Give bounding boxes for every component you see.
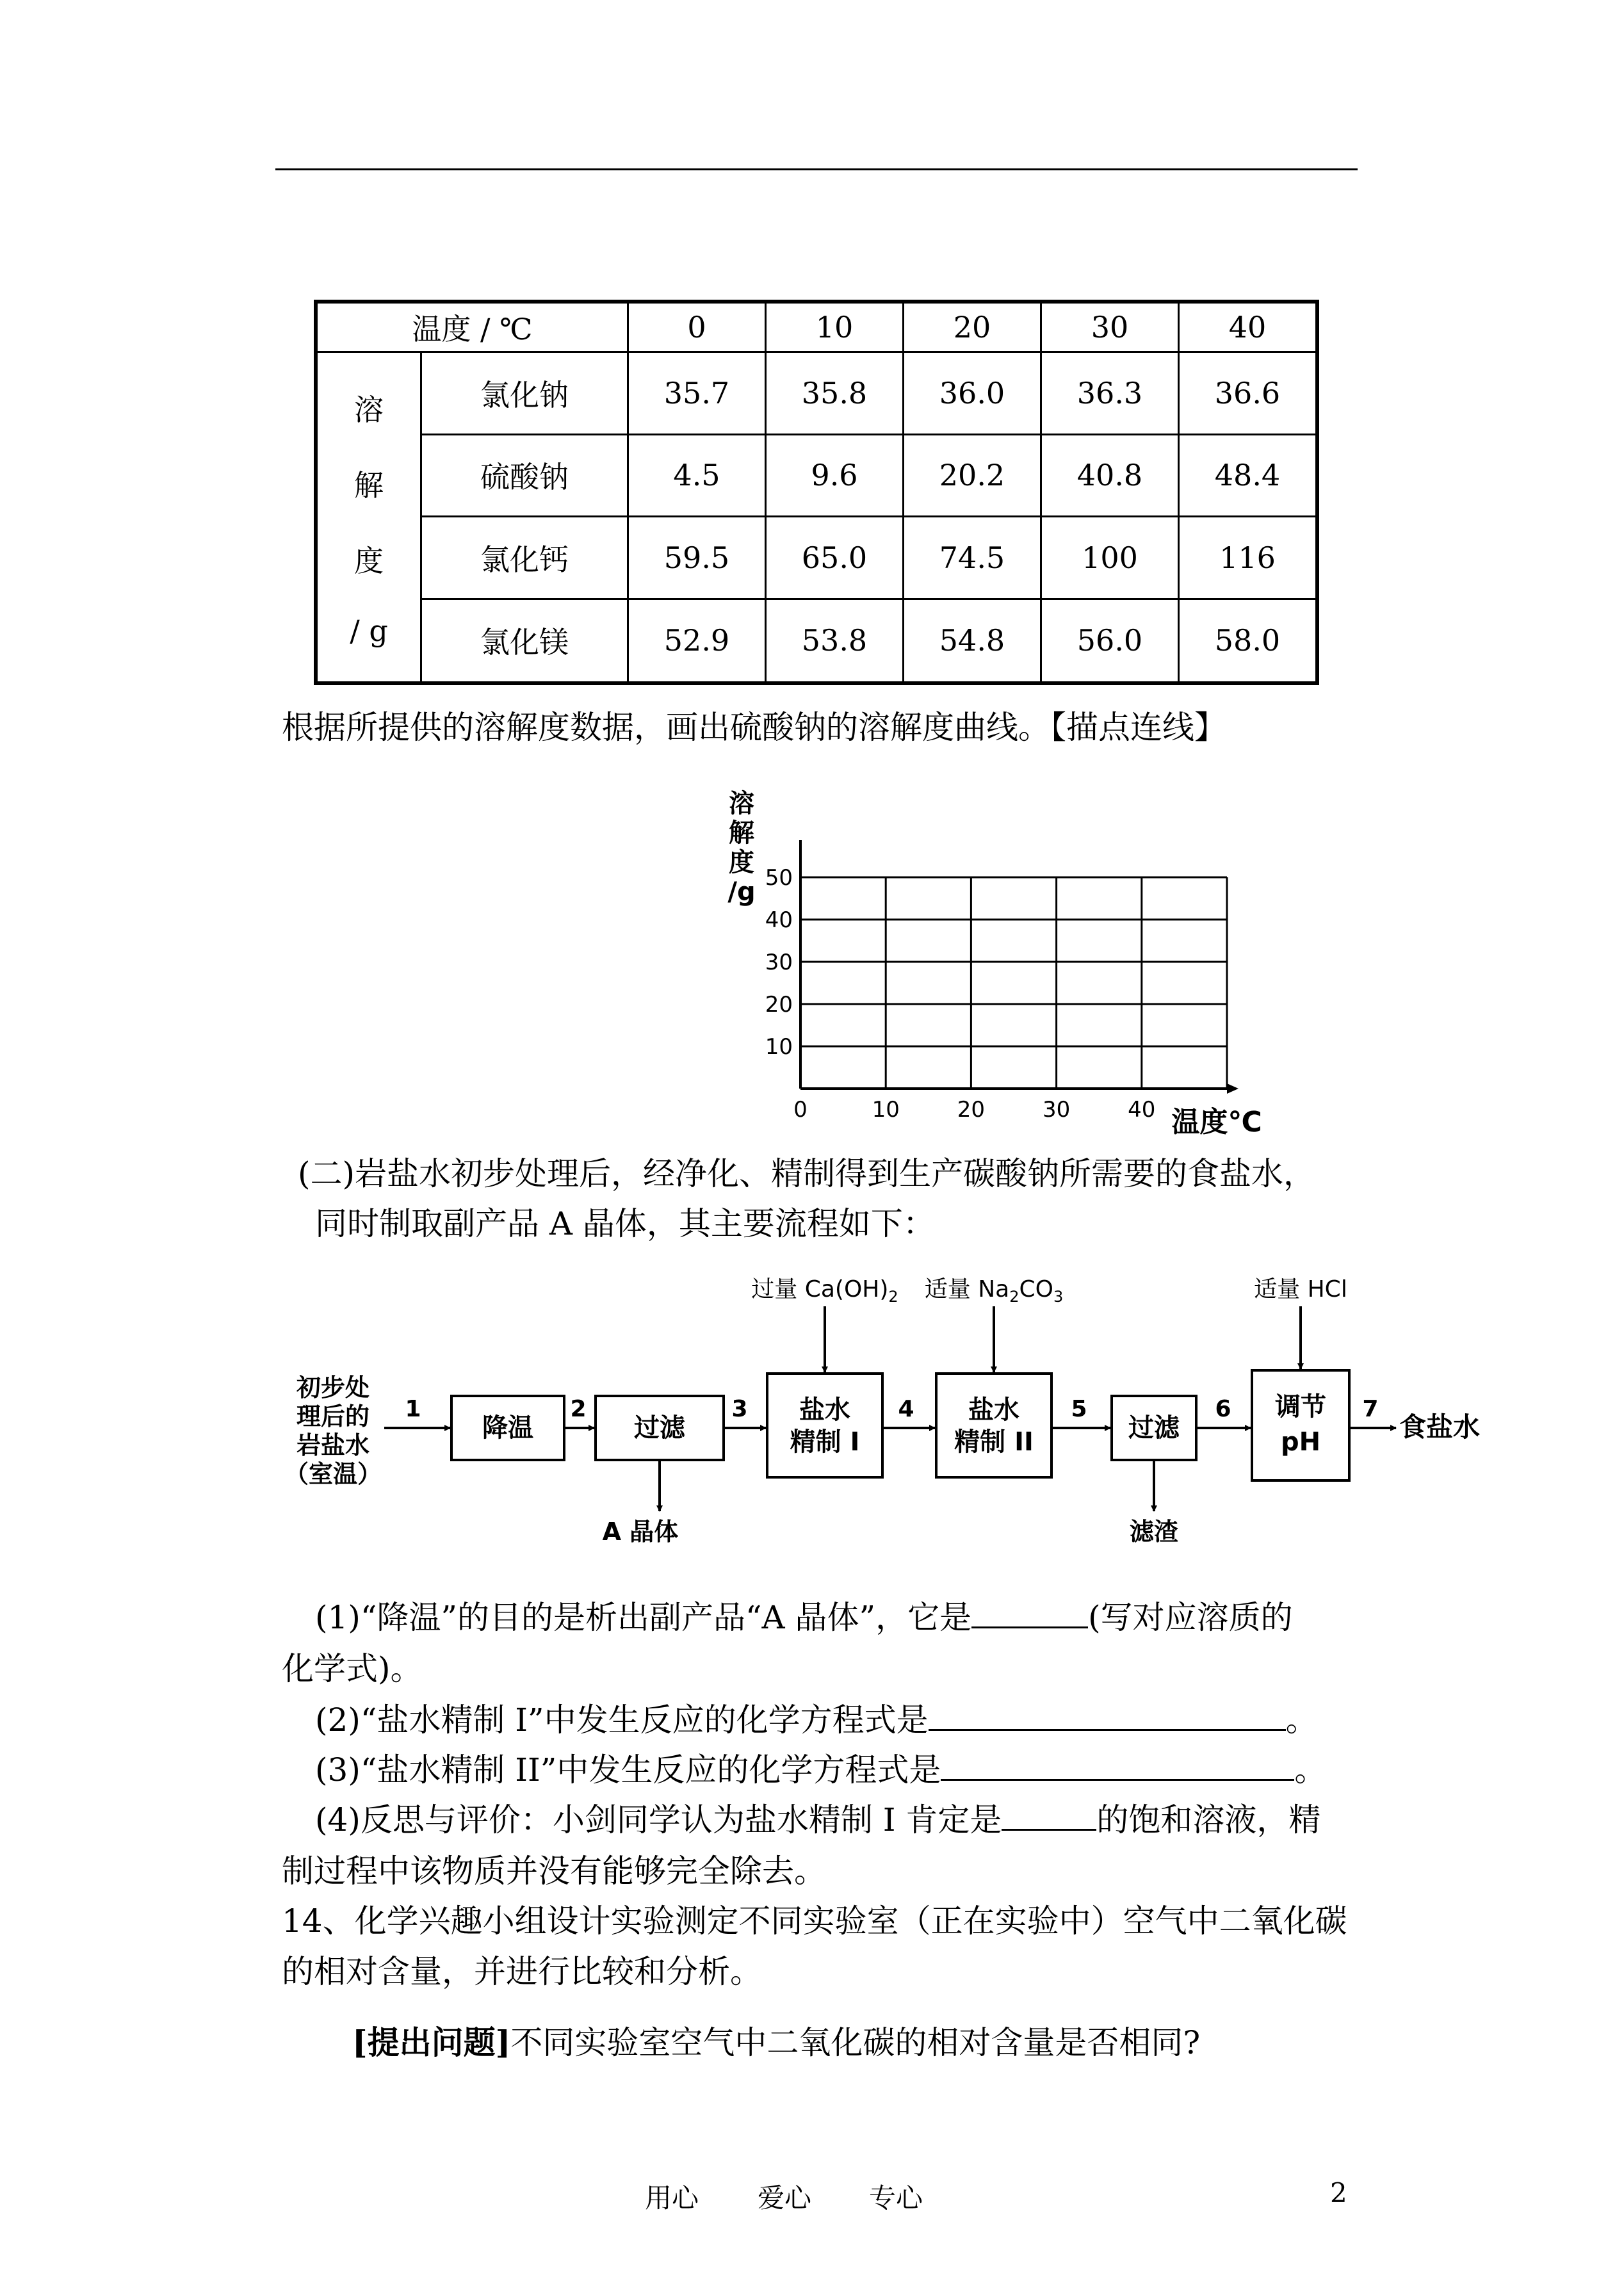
footer-motto-2: 爱心: [758, 2182, 812, 2214]
table-cell: 36.6: [1179, 352, 1318, 435]
flow-end-text: 食盐水: [1399, 1411, 1481, 1443]
table-cell: 48.4: [1179, 434, 1318, 517]
q14-line1: 14、化学兴趣小组设计实验测定不同实验室（正在实验中）空气中二氧化碳: [282, 1902, 1347, 1940]
substance-name: 氯化钠: [421, 352, 628, 435]
temp-cell: 30: [1041, 302, 1179, 352]
question-text: 不同实验室空气中二氧化碳的相对含量是否相同?: [510, 2024, 1201, 2061]
temp-cell: 20: [904, 302, 1041, 352]
table-cell: 36.0: [904, 352, 1041, 435]
row-group-char: 度: [354, 543, 384, 578]
flow-box-label: pH: [1280, 1427, 1321, 1457]
table-cell: 116: [1179, 517, 1318, 599]
x-axis-arrow: [1227, 1083, 1238, 1094]
flow-box-label: 调节: [1275, 1392, 1326, 1422]
flow-step-number: 3: [731, 1396, 748, 1422]
output-residue: 滤渣: [1129, 1518, 1179, 1546]
flow-arrows: [384, 1306, 1396, 1511]
table-cell: 53.8: [766, 599, 904, 683]
table-cell: 20.2: [904, 434, 1041, 517]
q14-line2: 的相对含量，并进行比较和分析。: [282, 1953, 762, 1990]
row-group-label: [316, 352, 421, 683]
flow-box-label: 盐水: [968, 1395, 1019, 1425]
reagent-hcl: 适量 HCl: [1254, 1276, 1347, 1302]
flow-box-refine-2: [936, 1374, 1052, 1477]
question-1: [315, 1594, 1293, 1641]
flow-box-adjust-ph: [1252, 1370, 1349, 1480]
question-text: 的饱和溶液，精: [1096, 1801, 1321, 1838]
flow-step-number: 4: [898, 1396, 914, 1422]
solubility-table: [314, 300, 1319, 685]
table-cell: 35.8: [766, 352, 904, 435]
table-cell: 58.0: [1179, 599, 1318, 683]
table-cell: 36.3: [1041, 352, 1179, 435]
table-row: [316, 517, 1317, 599]
x-tick-label: 20: [957, 1097, 986, 1123]
flow-box-label: 降温: [482, 1413, 533, 1443]
chart-grid: [800, 840, 1238, 1094]
output-a-crystal: A 晶体: [602, 1518, 679, 1546]
table-cell: 56.0: [1041, 599, 1179, 683]
x-axis-label: 温度℃: [1171, 1106, 1262, 1139]
flow-start-text: [284, 1374, 382, 1488]
substance-name: 氯化钙: [421, 517, 628, 599]
question-4-cont: 制过程中该物质并没有能够完全除去。: [282, 1853, 826, 1890]
table-cell: 52.9: [628, 599, 766, 683]
table-cell: 4.5: [628, 434, 766, 517]
row-group-char: / g: [350, 613, 388, 648]
question-2: [315, 1697, 1318, 1743]
table-cell: 9.6: [766, 434, 904, 517]
table-cell: 100: [1041, 517, 1179, 599]
flow-step-numbers: [405, 1396, 1378, 1422]
flow-box-label: 精制 II: [954, 1427, 1034, 1457]
question-4: [315, 1797, 1320, 1843]
flow-step-number: 6: [1215, 1396, 1231, 1422]
temp-cell: 40: [1179, 302, 1318, 352]
y-tick-label: 40: [765, 907, 793, 933]
flow-box-label: 过滤: [1128, 1413, 1180, 1443]
question-text: (3)“盐水精制 II”中发生反应的化学方程式是: [315, 1751, 941, 1788]
x-tick-label: 40: [1128, 1097, 1156, 1123]
x-tick-label: 30: [1042, 1097, 1071, 1123]
substance-name: 氯化镁: [421, 599, 628, 683]
temp-cell: 0: [628, 302, 766, 352]
q14-question: [352, 2020, 1200, 2066]
chart-ticks: [765, 865, 1156, 1123]
substance-name: 硫酸钠: [421, 434, 628, 517]
temp-header-cell: 温度 / ℃: [316, 302, 628, 352]
flow-step-number: 7: [1362, 1396, 1379, 1422]
row-group-char: 解: [354, 467, 384, 503]
flow-box-label: 精制 I: [790, 1427, 860, 1457]
table-row: [316, 599, 1317, 683]
answer-blank[interactable]: [929, 1697, 1286, 1731]
y-tick-label: 30: [765, 950, 793, 975]
footer-motto-3: 专心: [869, 2182, 923, 2214]
question-text: 。: [1294, 1751, 1327, 1788]
x-tick-label: 0: [793, 1097, 808, 1123]
section2-line2: 同时制取副产品 A 晶体，其主要流程如下：: [315, 1205, 935, 1242]
question-tag: [提出问题]: [352, 2023, 511, 2061]
footer-motto-1: 用心: [645, 2182, 699, 2214]
flow-start-line: 理后的: [296, 1402, 370, 1431]
answer-blank[interactable]: [1002, 1797, 1096, 1831]
temp-cell: 10: [766, 302, 904, 352]
table-cell: 65.0: [766, 517, 904, 599]
flow-step-number: 2: [570, 1396, 587, 1422]
page-number: 2: [1330, 2177, 1347, 2209]
flow-step-number: 1: [405, 1396, 421, 1422]
y-tick-label: 20: [765, 992, 793, 1018]
flow-box-refine-1: [767, 1374, 882, 1477]
table-cell: 54.8: [904, 599, 1041, 683]
question-text: (4)反思与评价：小剑同学认为盐水精制 I 肯定是: [315, 1801, 1002, 1838]
table-cell: 35.7: [628, 352, 766, 435]
y-tick-label: 50: [765, 865, 793, 891]
y-tick-label: 10: [765, 1034, 793, 1060]
solubility-chart: [704, 781, 1281, 1153]
answer-blank[interactable]: [941, 1747, 1294, 1781]
flow-step-number: 5: [1071, 1396, 1087, 1422]
y-label-char: /g: [727, 877, 756, 907]
y-label-char: 溶: [729, 789, 754, 818]
question-text: (1)“降温”的目的是析出副产品“A 晶体”，它是: [315, 1599, 972, 1636]
question-text: (写对应溶质的: [1088, 1599, 1293, 1636]
table-cell: 74.5: [904, 517, 1041, 599]
answer-blank[interactable]: [971, 1594, 1088, 1628]
question-text: (2)“盐水精制 I”中发生反应的化学方程式是: [315, 1701, 929, 1739]
process-flow-diagram: [282, 1268, 1498, 1569]
section2-line1: (二)岩盐水初步处理后，经净化、精制得到生产碳酸钠所需要的食盐水，: [298, 1155, 1316, 1192]
table-header-row: [316, 302, 1317, 352]
row-group-char: 溶: [354, 392, 384, 427]
header-rule: [275, 168, 1358, 170]
flow-box-label: 过滤: [634, 1413, 685, 1443]
question-text: 。: [1285, 1701, 1318, 1739]
flow-start-line: 初步处: [296, 1374, 370, 1402]
flow-box-label: 盐水: [799, 1395, 850, 1425]
flow-start-line: （室温）: [284, 1460, 382, 1488]
reagent-caoh2: 过量 $Ca(OH)_2$: [751, 1276, 898, 1306]
flow-start-line: 岩盐水: [296, 1431, 370, 1459]
table-row: [316, 434, 1317, 517]
x-tick-label: 10: [872, 1097, 900, 1123]
question-1-cont: 化学式)。: [282, 1650, 423, 1687]
instruction-text: 根据所提供的溶解度数据，画出硫酸钠的溶解度曲线。【描点连线】: [282, 709, 1226, 746]
table-cell: 59.5: [628, 517, 766, 599]
y-label-char: 度: [729, 848, 754, 877]
table-cell: 40.8: [1041, 434, 1179, 517]
question-3: [315, 1747, 1326, 1793]
reagent-na2co3: 适量 $Na_2CO_3$: [924, 1276, 1064, 1306]
y-label-char: 解: [729, 818, 754, 848]
table-row: [316, 352, 1317, 435]
